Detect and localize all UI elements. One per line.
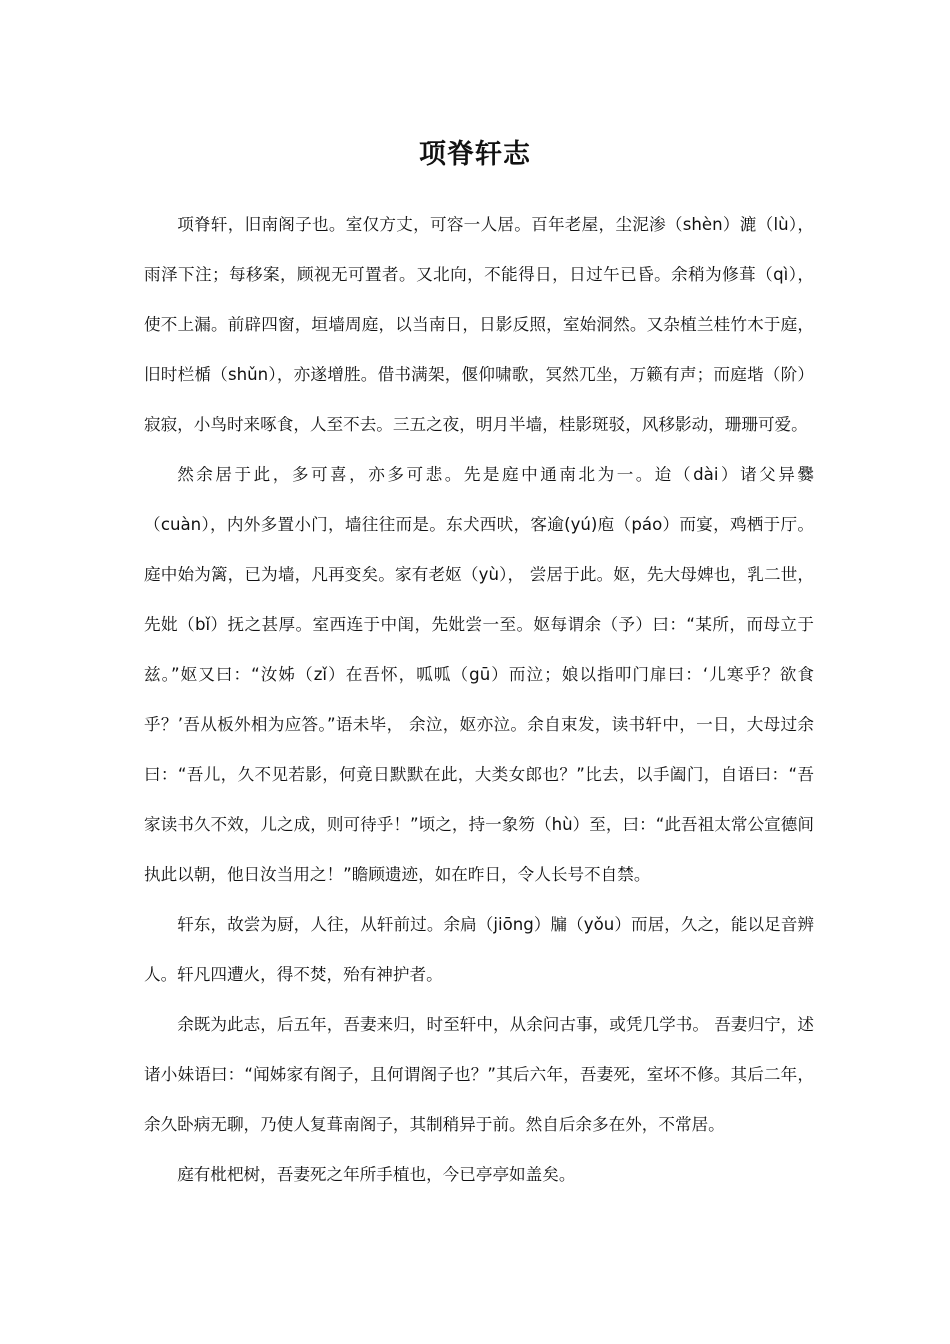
document-body bbox=[144, 200, 814, 1200]
paragraph-2: 然余居于此，多可喜，亦多可悲。先是庭中通南北为一。迨（dài）诸父异爨（cuàn），内外多置小门，墙往往而是。东犬西吠，客逾(yú)庖（páo）而宴，鸡栖于厅。庭中始为篱，已为墙，凡再变矣。家有老妪（yù）， 尝居于此。妪，先大母婢也，乳二世，先妣（bǐ）抚之甚厚。室西连于中闺，先妣尝一至。妪每谓余（予）曰：“某所，而母立于兹。”妪又曰：“汝姊（zǐ）在吾怀，呱呱（gū）而泣；娘以指叩门扉曰：‘儿寒乎？欲食乎？’吾从板外相为应答。”语未毕， 余泣，妪亦泣。余自束发，读书轩中，一日，大母过余曰：“吾儿，久不见若影，何竟日默默在此，大类女郎也？”比去，以手阖门，自语曰：“吾家读书久不效，儿之成，则可待乎！”顷之，持一象笏（hù）至，曰：“此吾祖太常公宣德间执此以朝，他日汝当用之！”瞻顾遗迹，如在昨日，令人长号不自禁。 bbox=[144, 465, 814, 884]
document-title: 项脊轩志 bbox=[419, 139, 531, 171]
paragraph-4: 余既为此志，后五年，吾妻来归，时至轩中，从余问古事，或凭几学书。 吾妻归宁，述诸小妹语曰：“闻姊家有阁子，且何谓阁子也？”其后六年，吾妻死，室坏不修。其后二年，余久卧病无聊，乃使人复葺南阁子，其制稍异于前。然自后余多在外，不常居。 bbox=[144, 1015, 814, 1134]
paragraph-3: 轩东，故尝为厨，人往，从轩前过。余扃（jiōng）牖（yǒu）而居，久之，能以足音辨人。轩凡四遭火，得不焚，殆有神护者。 bbox=[144, 915, 814, 984]
paragraph-5: 庭有枇杷树，吾妻死之年所手植也，今已亭亭如盖矣。 bbox=[177, 1165, 576, 1184]
paragraph-1: 项脊轩，旧南阁子也。室仅方丈，可容一人居。百年老屋，尘泥渗（shèn）漉（lù），雨泽下注；每移案，顾视无可置者。又北向，不能得日，日过午已昏。余稍为修葺（qì），使不上漏。前辟四窗，垣墙周庭，以当南日，日影反照，室始洞然。又杂植兰桂竹木于庭，旧时栏楯（shǔn），亦遂增胜。借书满架，偃仰啸歌，冥然兀坐，万籁有声；而庭堦（阶）寂寂，小鸟时来啄食，人至不去。三五之夜，明月半墙，桂影斑驳，风移影动，珊珊可爱。 bbox=[144, 215, 814, 434]
